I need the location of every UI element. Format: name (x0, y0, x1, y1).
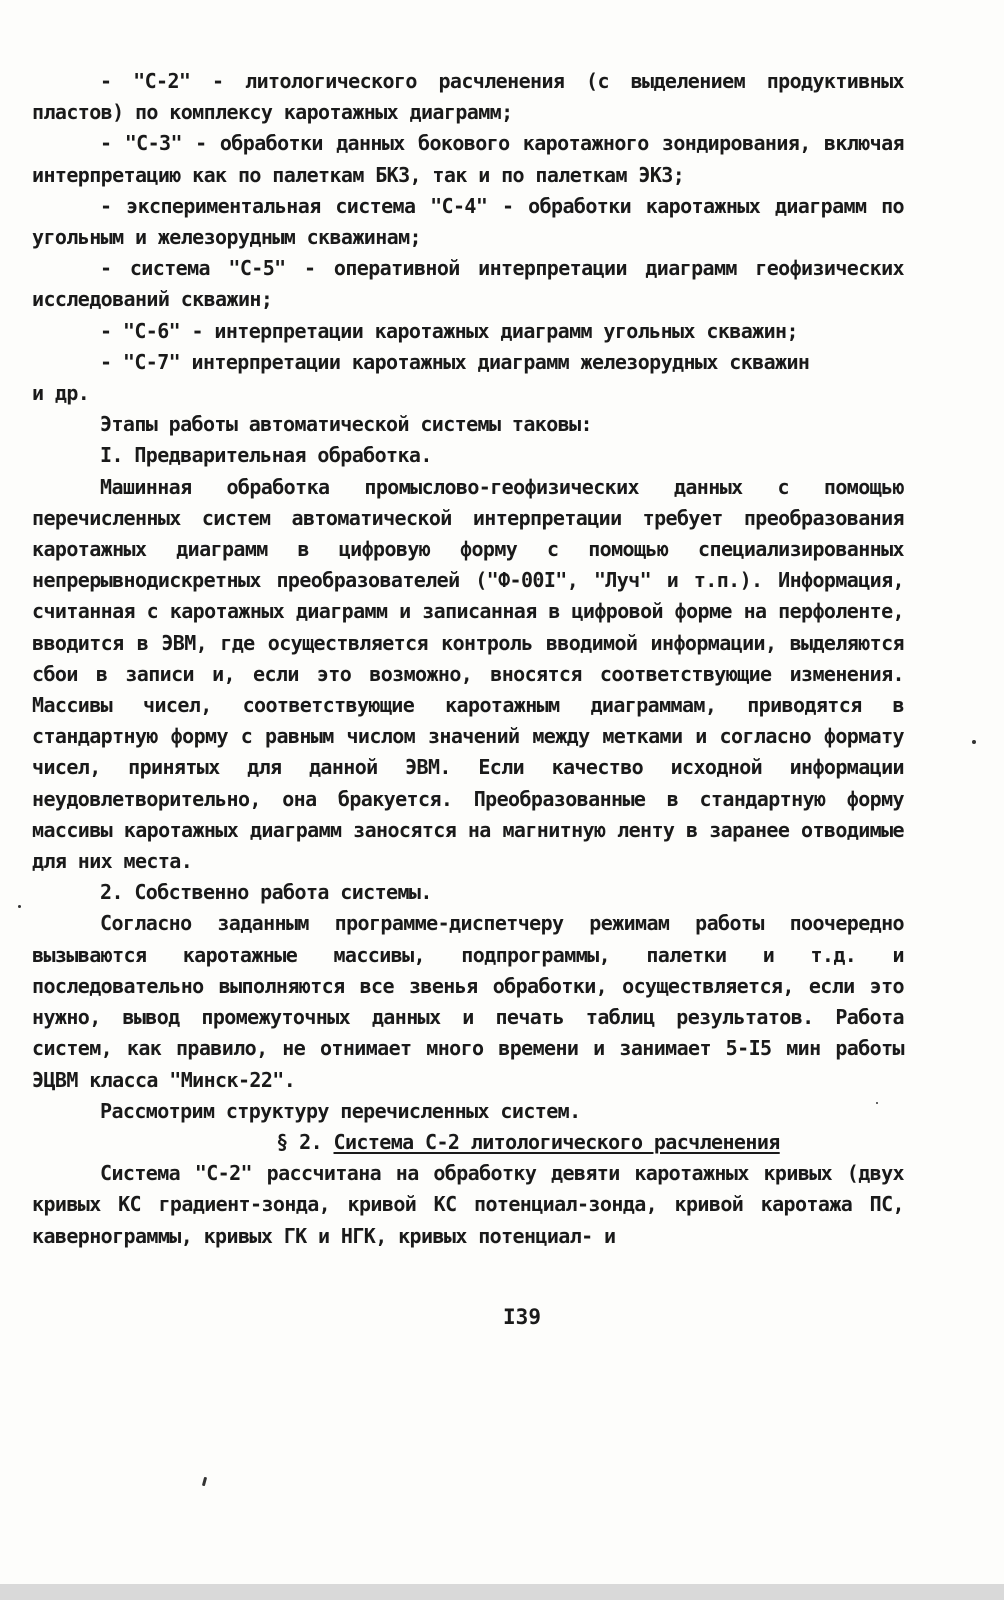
scan-edge (0, 1584, 1004, 1600)
scan-speck (202, 1477, 207, 1486)
body-text (32, 66, 904, 1252)
list-item-c7: - "С-7" интерпретации каротажных диаграмм железорудных скважин (100, 349, 810, 374)
scan-speck (18, 905, 21, 908)
stage-2-title: 2. Собственно работа системы. (100, 880, 432, 905)
scan-speck (876, 1102, 878, 1104)
structure-intro: Рассмотрим структуру перечисленных систем. (100, 1098, 581, 1123)
stages-intro: Этапы работы автоматической системы таковы: (100, 412, 592, 437)
section-title: Система С-2 литологического расчленения (333, 1129, 780, 1154)
list-item-c3: - "С-3" - обработки данных бокового каротажного зондирования, включая интерпретацию как по палеткам БКЗ, так и по палеткам ЭКЗ; (32, 131, 904, 187)
list-item-c5: - система "С-5" - оперативной интерпретации диаграмм геофизических исследований скважин; (32, 256, 904, 312)
stage-2-paragraph: Согласно заданным программе-диспетчеру режимам работы поочередно вызываются каротажные массивы, подпрограммы, палетки и т.д. и последовательно выполняются все звенья обработки, осуществляется, если это нужно, вывод промежуточных данных и печать таблиц результатов. Работа систем, как правило, не отнимает много времени и занимает 5-I5 мин работы ЭЦВМ класса "Минск-22". (32, 911, 904, 1092)
list-item-c2: - "С-2" - литологического расчленения (с выделением продуктивных пластов) по комплексу каротажных диаграмм; (32, 69, 904, 125)
section-number: § 2. (276, 1129, 323, 1154)
list-item-c6: - "С-6" - интерпретации каротажных диаграмм угольных скважин; (100, 318, 798, 343)
stage-1-paragraph: Машинная обработка промыслово-геофизических данных с помощью перечисленных систем автоматической интерпретации требует преобразования каротажных диаграмм в цифровую форму с помощью специализированных непрерывнодискретных преобразователей ("Ф-00I", "Луч" и т.п.). Информация, считанная с каротажных диаграмм и записанная в цифровой форме на перфоленте, вводится в ЭВМ, где осуществляется контроль вводимой информации, выделяются сбои в записи и, если это возможно, вносятся соответствующие изменения. Массивы чисел, соответствующие каротажным диаграммам, приводятся в стандартную форму с равным числом значений между метками и согласно формату чисел, принятых для данной ЭВМ. Если качество исходной информации неудовлетворительно, она бракуется. Преобразованные в стандартную форму массивы каротажных диаграмм заносятся на магнитную ленту в заранее отводимые для них места. (32, 474, 904, 874)
list-ending: и др. (32, 381, 90, 406)
section-heading (32, 1127, 904, 1158)
page-number: I39 (503, 1305, 541, 1329)
scan-speck (972, 740, 976, 744)
list-item-c4: - экспериментальная система "С-4" - обработки каротажных диаграмм по угольным и железорудным скважинам; (32, 193, 904, 250)
stage-1-title: I. Предварительная обработка. (100, 443, 432, 468)
section-paragraph: Система "С-2" рассчитана на обработку девяти каротажных кривых (двух кривых КС градиент-зонда, кривой КС потенциал-зонда, кривой каротажа ПС, кавернограммы, кривых ГК и НГК, кривых потенциал- и (32, 1161, 904, 1248)
